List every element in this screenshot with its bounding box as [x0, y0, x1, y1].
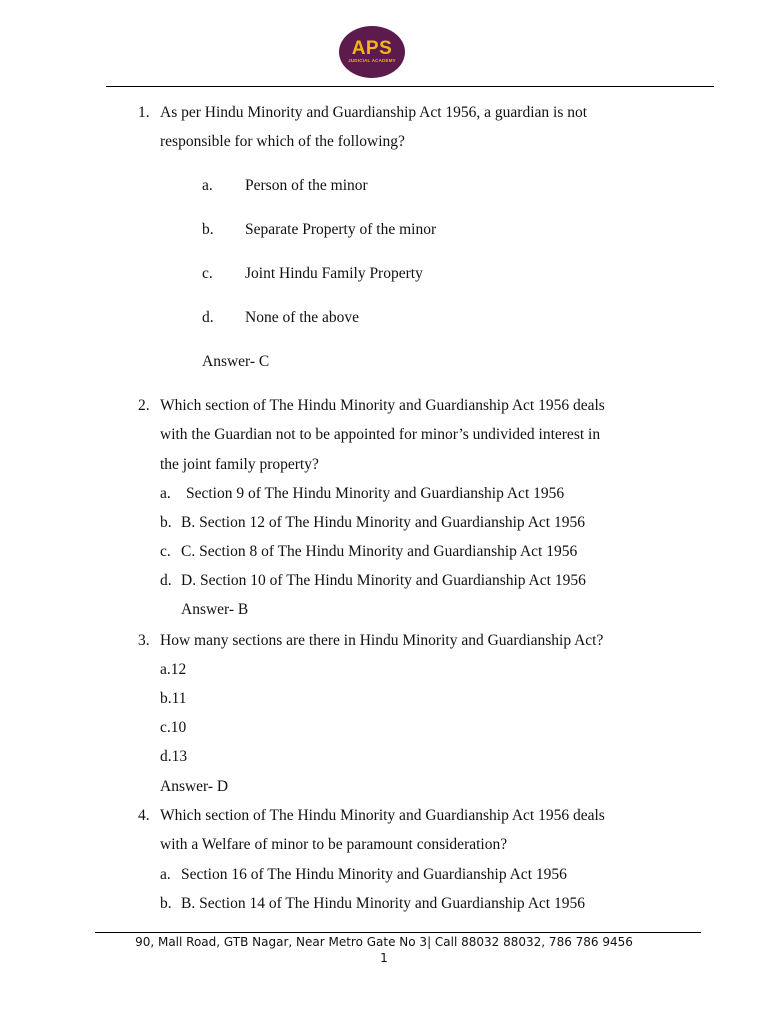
option-text: B. Section 12 of The Hindu Minority and Guardianship Act 1956 [181, 514, 585, 531]
question-number: 1. [138, 104, 150, 121]
question-text-line: How many sections are there in Hindu Minority and Guardianship Act? [160, 632, 604, 649]
option-text: B. Section 14 of The Hindu Minority and Guardianship Act 1956 [181, 895, 585, 912]
option-text: b.11 [160, 690, 187, 707]
option-letter: a. [202, 177, 213, 194]
option-letter: b. [160, 895, 172, 912]
option-text: Section 9 of The Hindu Minority and Guardianship Act 1956 [186, 485, 565, 502]
page-number: 1 [380, 951, 388, 965]
option-letter: b. [202, 221, 214, 238]
logo-subtext: JUDICIAL ACADEMY [348, 58, 396, 63]
option-text: Section 16 of The Hindu Minority and Guardianship Act 1956 [181, 866, 567, 883]
option-letter: c. [202, 265, 213, 282]
option-letter: d. [160, 572, 172, 589]
option-text: D. Section 10 of The Hindu Minority and Guardianship Act 1956 [181, 572, 586, 589]
question-text-line: As per Hindu Minority and Guardianship Act 1956, a guardian is not [160, 104, 588, 121]
footer-address: 90, Mall Road, GTB Nagar, Near Metro Gate No 3| Call 88032 88032, 786 786 9456 [135, 935, 633, 949]
option-text: c.10 [160, 719, 187, 736]
option-text: C. Section 8 of The Hindu Minority and Guardianship Act 1956 [181, 543, 578, 560]
option-text: d.13 [160, 748, 188, 765]
option-text: Separate Property of the minor [245, 221, 437, 238]
question-text-line: Which section of The Hindu Minority and Guardianship Act 1956 deals [160, 397, 605, 414]
question-number: 4. [138, 807, 150, 824]
question-number: 2. [138, 397, 150, 414]
footer-divider [95, 932, 701, 933]
option-text: None of the above [245, 309, 360, 326]
answer-text: Answer- B [181, 601, 249, 618]
option-letter: a. [160, 485, 171, 502]
option-letter: c. [160, 543, 171, 560]
question-number: 3. [138, 632, 150, 649]
option-letter: b. [160, 514, 172, 531]
question-text-line: Which section of The Hindu Minority and Guardianship Act 1956 deals [160, 807, 605, 824]
option-text: Joint Hindu Family Property [245, 265, 423, 282]
option-letter: a. [160, 866, 171, 883]
answer-text: Answer- D [160, 778, 229, 795]
question-text-line: with the Guardian not to be appointed for minor’s undivided interest in [160, 426, 601, 443]
question-text-line: with a Welfare of minor to be paramount consideration? [160, 836, 508, 853]
option-text: Person of the minor [245, 177, 368, 194]
logo-text: APS [351, 38, 393, 59]
aps-logo [339, 26, 405, 78]
question-text-line: responsible for which of the following? [160, 133, 405, 150]
question-text-line: the joint family property? [160, 456, 319, 473]
option-letter: d. [202, 309, 214, 326]
answer-text: Answer- C [202, 353, 270, 370]
option-text: a.12 [160, 661, 187, 678]
header-divider [106, 86, 714, 87]
